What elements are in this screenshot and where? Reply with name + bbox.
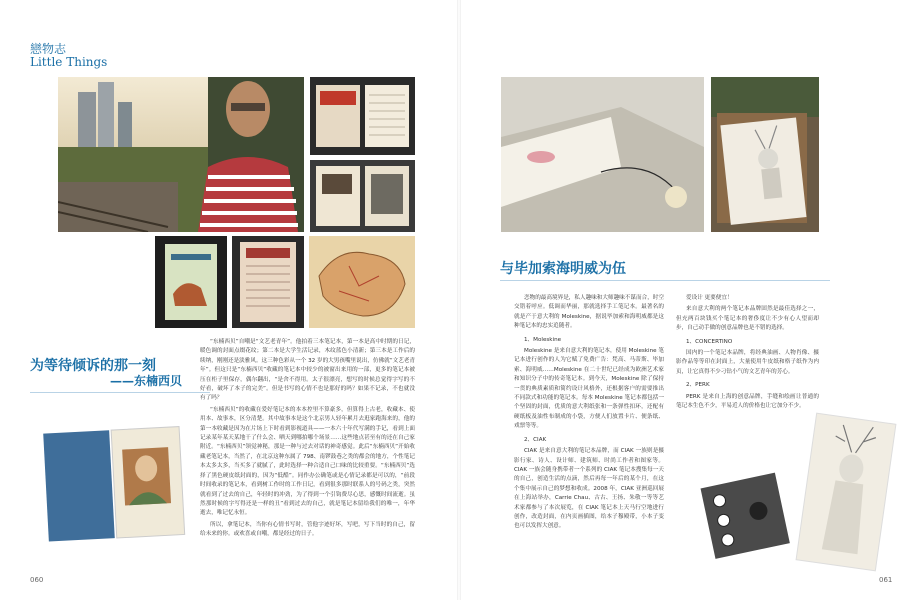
map-photo	[309, 236, 415, 328]
article-paragraph: Moleskine 是来自意大利的笔记本，使用 Moleskine 笔记本进行创作的人为它赋了免费广告：梵高、马蒂斯、毕加索、海明威……Moleskine 在二十世纪已经成为欧洲艺术家和知识分子中的传奇笔记本。到今天，Moleskine 除了保持一贯的典质素质和简约设计风格外，还根据客户的需要推出不同款式和功能的笔记本。每本 Moleskine 笔记本都包括一个坚固的封面，优质的意大利纸张和一条弹性扣环，还配有硬纸板及油性布制成的小袋，方便人们放置卡片、便条纸、戏票等等。	[514, 348, 664, 430]
notebook-bead-photo	[501, 77, 704, 232]
portrait-photo	[58, 77, 304, 232]
article-paragraph: 来自意大利的两个笔记本品牌固然是最佳选择之一，但充两百块钱买个笔记本的奢侈度让不少有心人望而却步，自己动手做的创意品牌也是不错的选择。	[676, 306, 819, 332]
brand-subheading: 2、PERK	[686, 382, 710, 389]
page-number-right: 061	[879, 576, 893, 584]
headline-rule	[30, 392, 210, 393]
right-headline: 与毕加索海明威为伍	[500, 261, 626, 277]
right-headline-rule	[500, 280, 830, 281]
right-column-2	[676, 294, 819, 413]
article-paragraph: CIAK 是来自意大利的笔记本品牌，而 CIAK 一族则是摄影行家、诗人、设计师、建筑师、时尚工作者和图家等。CIAK 一族会随身携带者一个系列的 CIAK 笔记本搜集每一天的自己，创造生活的点滴，然后再每一年后的某个月，在这个集中展示自己的梦想和收成。2008 年，CIAK 亚洲巡回展在上海站举办，Carrie Chau、古古、王扬、朱敬一等等艺术家都参与了本次展览，在 CIAK 笔记本上天马行空地进行创作，改造封面，在内页画插图，给本子穆殿带，小本子变也可以发挥大创意。	[514, 448, 664, 530]
notebook-photo-4	[232, 236, 304, 328]
article-paragraph: 恋物的最高境界是，私人趣味和大师趣味不谋而合，时空交错着呼应。低调而华丽，那就选择手工笔记本。最著名的就是产于意大利的 Moleskine，据说毕加索和海明威都是这种笔记本的忠实追随者。	[514, 295, 664, 330]
deer-notebook-photo-2	[794, 412, 899, 572]
article-paragraph: PERK 是来自上海的创意品牌，手缝和绘画让普通的笔记本生色不少，平易近人的价格也让它加分不少。	[676, 393, 819, 410]
left-paragraph: “东楠西贝”的收藏在爱好笔记本的本本控里不算豪多，但算得上古老，收藏本、使用本、故事本，区分清楚。其中故事本是这个北京男人轻年累月去逛家跑海来的，他的第一本收藏是因为在片场上下时看到影视道具——一本六十年代写满的手记，看到上面记录某年某天某地干了什么会、晒天到哪拍哪个场景……这些地点甚至有的还在自己家附近。“东楠西贝”领觉神秘，那是一种与过去对话的神奇感觉。此后“东楠西贝”开始收藏老笔记本，当然了，在北京这种东属了 798、南锣鼓巷之类的都会的地方，个性笔记本太多太多，当买多了就腻了，此时选择一种合适自己口味的比较重要。“东楠西贝”选择了黑色硬皮纸封面的，因为“低酷”。同作办公确笔或是心情记录都是可以的，“前段时间收录的笔记本，看到树工作时的工作日记，看到很多那时联系人的号码之类，突然就看到了过去的自己，年轻时的冲劲，为了得到一个引钩费尽心思，感慨时间流逝。虽然那时候的字写得还是一样的丑”看到过去的自己，就是笔记本留给我们的唯一，年华逝去，唯记忆永恒。	[200, 406, 415, 517]
deer-notebook-photo	[711, 77, 819, 232]
right-page	[459, 0, 918, 600]
section-title-cn: 戀物志	[30, 42, 67, 56]
left-paragraph: 所以，拿笔记本，当你有心情书写时，管他字迹好坏，写吧，写下当时的自己，留给未来的你。或欢喜或自嘲，都是经过的日子。	[200, 521, 415, 538]
open-notebook-photo	[40, 420, 190, 550]
left-headline: 为等待倾诉的那一刻	[30, 358, 156, 374]
right-column-1	[514, 294, 664, 534]
section-title-en: Little Things	[30, 55, 108, 69]
left-byline: ——东楠西贝	[110, 374, 183, 388]
notebook-photo-2	[310, 160, 415, 232]
notebook-photo-3	[155, 236, 227, 328]
page-number-left: 060	[30, 576, 44, 584]
brand-subheading: 1、CONCERTINO	[686, 338, 733, 345]
binder-notebook-photo	[689, 470, 799, 560]
left-paragraph: “东楠西贝”自嘲是“文艺老青年”。他拍着三本笔记本，第一本是高中时期的日记，暖色调的封面点缀花纹；第二本是大学生活记录，木纹蓝色小清新；第三本是工作后的续纳，刚刚还是淡雅风。这三种色彩从一个 32 岁的大男孩嘴里说出，仿佛就“文艺老青年”。但这只是“东楠西贝”收藏的笔记本中较少的被窗出来用的一部，更多的笔记本被压在柜子里保存，偶尔翻出，“是舍不得用。太子很漂亮，想写的时候总觉得字写的不好看，破坏了本子的完美”。但是书写的心情不也是那好的吗？如果不记录，不也就没有了吗？	[200, 339, 415, 402]
brand-subheading: 1、Moleskine	[524, 336, 562, 343]
brand-subheading: 2、CIAK	[524, 436, 547, 443]
left-article-body	[200, 338, 415, 542]
notebook-photo-1	[310, 77, 415, 155]
article-paragraph: 爱设计 更要便宜！	[686, 295, 733, 301]
article-paragraph: 国内的一个笔记本品牌，将经典油画、人物肖像、摄影作品等等印在封面上，大量使用牛皮纸和格子纸作为内页，让它真得不少刁钻小气的文艺青年的芳心。	[676, 350, 819, 375]
